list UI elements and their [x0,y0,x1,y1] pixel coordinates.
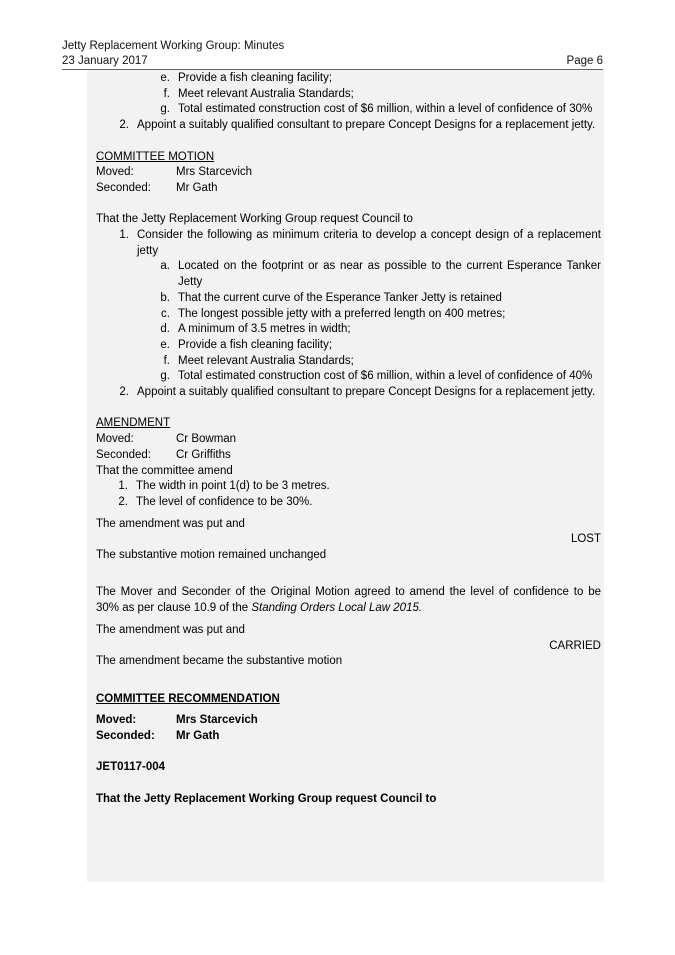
amendment-put: The amendment was put and [96,517,245,530]
list-item: d. A minimum of 3.5 metres in width; [160,323,351,336]
header-title: Jetty Replacement Working Group: Minutes [62,40,285,52]
amendment-intro: That the committee amend [96,464,233,477]
list-item: g. Total estimated construction cost of $6 million, within a level of confidence of 40% [160,370,593,383]
list-item: e. Provide a fish cleaning facility; [160,72,333,84]
recommendation-intro: That the Jetty Replacement Working Group request Council to [96,792,437,805]
recommendation-seconded: Seconded: Mr Gath [96,730,220,743]
list-item: 1. Consider the following as minimum criteria to develop a concept design of a replacement jetty [119,229,601,257]
list-item: e. Provide a fish cleaning facility; [160,338,333,351]
recommendation-moved: Moved: Mrs Starcevich [96,714,258,727]
list-item: f. Meet relevant Australia Standards; [163,354,354,367]
page-number: Page 6 [566,55,603,67]
motion-moved: Moved: Mrs Starcevich [96,166,253,179]
document-content [96,71,601,808]
committee-motion-heading: COMMITTEE MOTION [96,150,215,163]
motion-intro: That the Jetty Replacement Working Group request Council to [96,213,413,226]
list-item: c. The longest possible jetty with a preferred length on 400 metres; [161,307,506,320]
header-date [62,54,603,68]
list-item: 1. The width in point 1(d) to be 3 metres. [118,480,330,493]
carryover-list [96,71,601,134]
amendment-seconded: Seconded: Cr Griffiths [96,448,231,461]
list-item: f. Meet relevant Australia Standards; [163,87,354,100]
amendment-after: The substantive motion remained unchanged [96,549,327,562]
recommendation-code: JET0117-004 [96,761,166,774]
list-item: g. Total estimated construction cost of $6 million, within a level of confidence of 30% [160,103,593,116]
agreement-result: CARRIED [549,639,601,652]
amendment-result: LOST [570,533,601,546]
agreement-text: The Mover and Seconder of the Original Motion agreed to amend the level of confidence to be 30% as per clause 10.9 of the Standing Orders Local Law 2015. [96,586,601,615]
agreement-after: The amendment became the substantive motion [96,655,343,668]
list-item: 2. Appoint a suitably qualified consultant to prepare Concept Designs for a replacement jetty. [119,386,596,399]
amendment-list [96,479,601,510]
amendment-moved: Moved: Cr Bowman [96,433,237,446]
agreement-put: The amendment was put and [96,623,245,636]
list-item: 2. Appoint a suitably qualified consultant to prepare Concept Designs for a replacement jetty. [119,119,596,132]
list-item: b. That the current curve of the Esperance Tanker Jetty is retained [160,291,502,304]
recommendation-heading: COMMITTEE RECOMMENDATION [96,692,280,705]
motion-seconded: Seconded: Mr Gath [96,181,218,194]
amendment-heading: AMENDMENT [96,417,171,430]
list-item: a. Located on the footprint or as near as possible to the current Esperance Tanker Jetty [160,260,601,289]
list-item: 2. The level of confidence to be 30%. [118,495,313,508]
motion-list [96,228,601,401]
header-date-text: 23 January 2017 [62,55,148,67]
